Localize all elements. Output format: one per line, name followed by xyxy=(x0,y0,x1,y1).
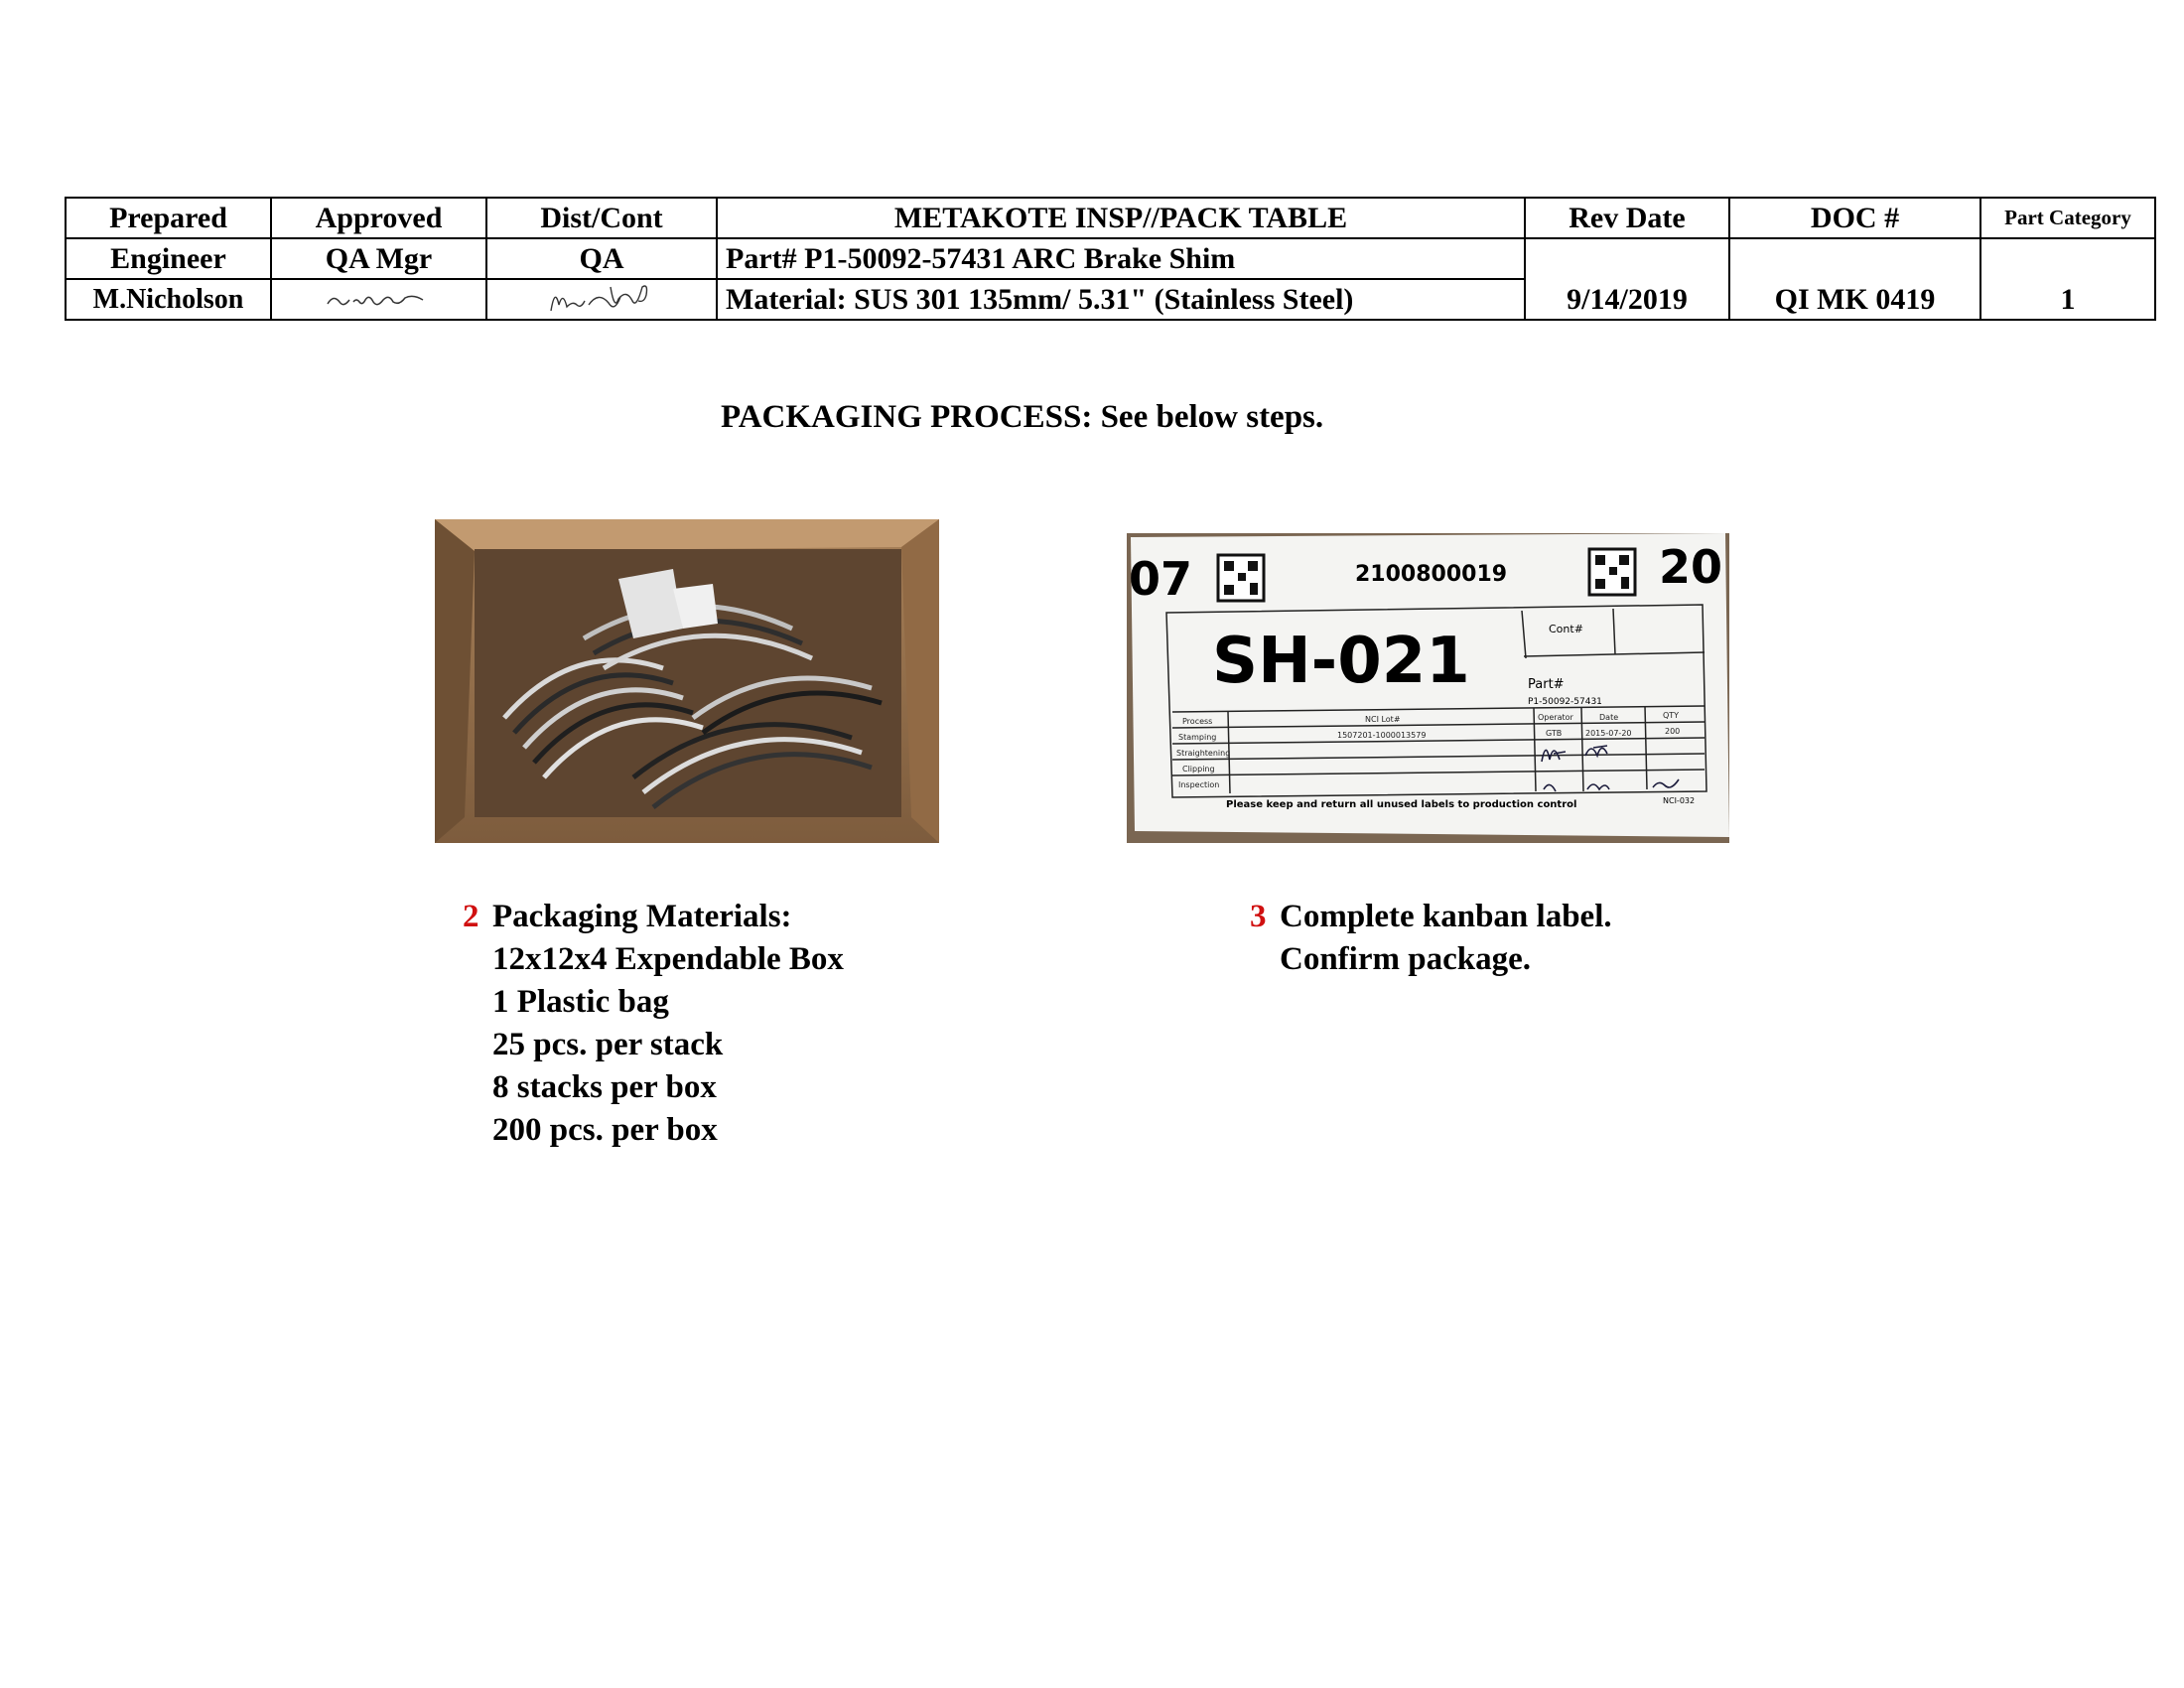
shim-box-image-icon xyxy=(435,519,939,843)
label-barcode-number: 2100800019 xyxy=(1355,562,1508,587)
label-container-code: SH-021 xyxy=(1212,625,1470,698)
label-right-code: 20 xyxy=(1659,540,1723,594)
approved-role: QA Mgr xyxy=(271,238,486,279)
label-row-stamping: Stamping xyxy=(1178,733,1217,742)
label-row-straightening: Straightening xyxy=(1176,749,1231,758)
label-cont-field: Cont# xyxy=(1549,623,1583,635)
shim-box-photo xyxy=(435,519,939,843)
prepared-name: M.Nicholson xyxy=(66,279,271,320)
header-row-labels xyxy=(66,198,2155,238)
label-col-qty: QTY xyxy=(1663,711,1680,720)
material-box: 12x12x4 Expendable Box xyxy=(492,941,844,977)
label-left-code: 07 xyxy=(1129,552,1193,606)
signature-icon xyxy=(320,288,439,312)
label-row-stamping-lot: 1507201-1000013579 xyxy=(1337,731,1427,740)
label-footer-note: Please keep and return all unused labels to production control xyxy=(1226,799,1577,810)
rev-date-label: Rev Date xyxy=(1525,198,1729,238)
label-col-lot: NCI Lot# xyxy=(1365,715,1401,724)
material-stack-count: 25 pcs. per stack xyxy=(492,1027,724,1062)
header-row-roles xyxy=(66,238,2155,279)
dist-cont-label: Dist/Cont xyxy=(486,198,717,238)
step-packaging-materials xyxy=(463,896,844,1152)
approved-signature xyxy=(271,279,486,320)
label-part-value: P1-50092-57431 xyxy=(1528,697,1602,707)
prepared-label: Prepared xyxy=(66,198,271,238)
material-spec: Material: SUS 301 135mm/ 5.31" (Stainless Steel) xyxy=(717,279,1525,320)
label-col-operator: Operator xyxy=(1538,713,1573,722)
label-form-number: NCI-032 xyxy=(1663,796,1696,805)
step-confirm: Confirm package. xyxy=(1280,941,1531,977)
label-col-process: Process xyxy=(1182,717,1213,726)
part-category-label: Part Category xyxy=(1980,198,2155,238)
kanban-label-image-icon xyxy=(1127,533,1729,843)
material-stacks-per-box: 8 stacks per box xyxy=(492,1069,717,1105)
step-heading: Complete kanban label. xyxy=(1280,899,1612,934)
label-row-stamping-qty: 200 xyxy=(1665,727,1681,736)
label-row-stamping-date: 2015-07-20 xyxy=(1585,729,1632,738)
dist-cont-role: QA xyxy=(486,238,717,279)
label-col-date: Date xyxy=(1599,713,1619,722)
step-number: 3 xyxy=(1250,899,1267,934)
label-row-inspection: Inspection xyxy=(1178,780,1220,789)
doc-number-label: DOC # xyxy=(1729,198,1980,238)
material-pcs-per-box: 200 pcs. per box xyxy=(492,1112,718,1148)
approved-label: Approved xyxy=(271,198,486,238)
step-number: 2 xyxy=(463,899,479,934)
step-kanban-label xyxy=(1250,896,1612,981)
document-header-table xyxy=(65,197,2156,321)
label-part-field: Part# xyxy=(1528,677,1565,692)
step-heading: Packaging Materials: xyxy=(492,899,792,934)
rev-date-value: 9/14/2019 xyxy=(1525,238,1729,320)
prepared-role: Engineer xyxy=(66,238,271,279)
material-bag: 1 Plastic bag xyxy=(492,984,669,1020)
part-number: Part# P1-50092-57431 ARC Brake Shim xyxy=(717,238,1525,279)
label-row-clipping: Clipping xyxy=(1182,765,1215,774)
packaging-process-title: PACKAGING PROCESS: See below steps. xyxy=(721,399,1324,435)
signature-icon xyxy=(537,283,666,317)
part-category-value: 1 xyxy=(1980,238,2155,320)
dist-cont-signature xyxy=(486,279,717,320)
kanban-label-photo xyxy=(1127,533,1729,843)
doc-number-value: QI MK 0419 xyxy=(1729,238,1980,320)
document-title: METAKOTE INSP//PACK TABLE xyxy=(717,198,1525,238)
label-row-stamping-operator: GTB xyxy=(1546,729,1563,738)
